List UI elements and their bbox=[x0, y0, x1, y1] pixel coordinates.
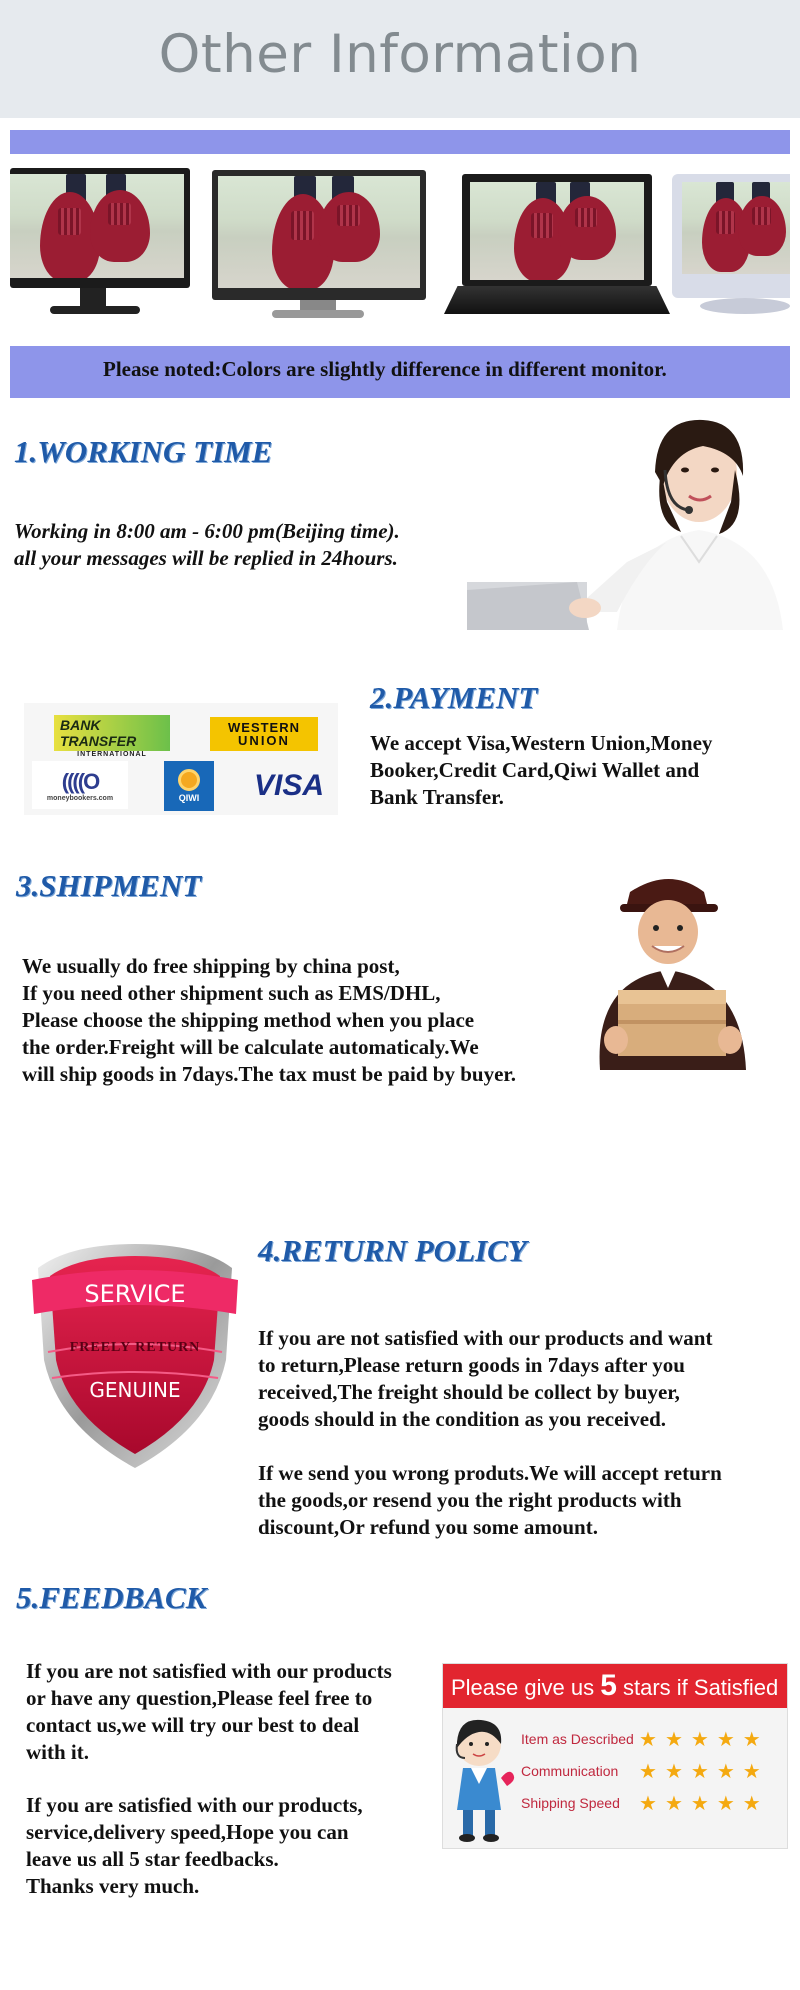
feedback-p1-line-2: or have any question,Please feel free to bbox=[26, 1686, 373, 1710]
bank-transfer-logo bbox=[54, 716, 170, 758]
star-icon: ★ bbox=[742, 1727, 761, 1751]
shield-icon bbox=[30, 1240, 240, 1472]
color-note: Please noted:Colors are slightly difference in different monitor. bbox=[103, 357, 667, 381]
shipment-line-3: Please choose the shipping method when you place bbox=[22, 1008, 475, 1032]
star-icon: ★ bbox=[639, 1727, 657, 1751]
payment-line-2: Booker,Credit Card,Qiwi Wallet and bbox=[370, 758, 700, 782]
banner-top-strip bbox=[10, 130, 790, 154]
moneybookers-mark: ((((O bbox=[61, 768, 99, 794]
feedback-card-heading bbox=[443, 1664, 787, 1708]
return-policy-p2-line-1: If we send you wrong produts.We will accept return bbox=[258, 1461, 722, 1485]
customer-service-photo bbox=[467, 412, 789, 630]
return-policy-p1-line-1: If you are not satisfied with our products and want bbox=[258, 1326, 713, 1350]
star-icon: ★ bbox=[664, 1727, 683, 1751]
bank-transfer-sublabel: INTERNATIONAL bbox=[77, 750, 147, 758]
return-policy-title: 4.RETURN POLICY bbox=[258, 1233, 527, 1268]
star-icon: ★ bbox=[690, 1759, 709, 1783]
delivery-man-photo bbox=[580, 870, 766, 1070]
star-icon: ★ bbox=[716, 1791, 735, 1815]
monitor-base-1 bbox=[50, 306, 140, 314]
monitor-image-2 bbox=[212, 170, 426, 300]
return-policy-p2-line-3: discount,Or refund you some amount. bbox=[258, 1515, 598, 1539]
star-icon: ★ bbox=[664, 1759, 683, 1783]
feedback-card-heading-before: Please give us bbox=[451, 1675, 601, 1700]
crt-monitor-base bbox=[700, 298, 790, 314]
feedback-p2-line-1: If you are satisfied with our products, bbox=[26, 1793, 363, 1817]
feedback-row-label: Item as Described bbox=[521, 1731, 634, 1747]
badge-middle-text: FREELY RETURN bbox=[69, 1340, 201, 1355]
payment-title: 2.PAYMENT bbox=[370, 680, 538, 715]
star-icon: ★ bbox=[690, 1727, 709, 1751]
qiwi-logo bbox=[164, 761, 214, 811]
qiwi-circle-icon bbox=[178, 769, 200, 791]
working-time-line-2: all your messages will be replied in 24hours. bbox=[14, 546, 398, 570]
customer-service-woman-icon bbox=[467, 412, 789, 630]
visa-label: VISA bbox=[253, 769, 325, 802]
star-icon: ★ bbox=[716, 1759, 735, 1783]
working-time-title: 1.WORKING TIME bbox=[14, 434, 273, 469]
visa-logo bbox=[246, 763, 332, 809]
laptop-keyboard bbox=[444, 286, 670, 314]
feedback-row-label: Communication bbox=[521, 1763, 619, 1779]
return-policy-p1-line-4: goods should in the condition as you received. bbox=[258, 1407, 667, 1431]
feedback-row-shipping-speed bbox=[521, 1788, 783, 1818]
feedback-p2-line-2: service,delivery speed,Hope you can bbox=[26, 1820, 349, 1844]
payment-logos bbox=[24, 703, 338, 815]
star-icon: ★ bbox=[690, 1791, 709, 1815]
shipment-line-5: will ship goods in 7days.The tax must be paid by buyer. bbox=[22, 1062, 517, 1086]
delivery-man-icon bbox=[580, 870, 766, 1070]
western-union-label-2: UNION bbox=[238, 733, 290, 748]
feedback-title: 5.FEEDBACK bbox=[16, 1580, 207, 1615]
payment-line-1: We accept Visa,Western Union,Money bbox=[370, 731, 713, 755]
feedback-card-heading-after: stars if Satisfied bbox=[616, 1675, 779, 1700]
page-title: Other Information bbox=[158, 24, 642, 85]
feedback-p1-line-3: contact us,we will try our best to deal bbox=[26, 1713, 360, 1737]
feedback-p1-line-1: If you are not satisfied with our products bbox=[26, 1659, 392, 1683]
feedback-p2-line-3: leave us all 5 star feedbacks. bbox=[26, 1847, 279, 1871]
badge-top-text: SERVICE bbox=[84, 1280, 186, 1308]
working-time-line-1: Working in 8:00 am - 6:00 pm(Beijing time). bbox=[14, 519, 400, 543]
western-union-label-1: WESTERN bbox=[228, 720, 300, 735]
cartoon-agent-icon bbox=[447, 1714, 517, 1846]
service-return-badge bbox=[30, 1240, 240, 1472]
star-icon: ★ bbox=[716, 1727, 735, 1751]
feedback-card-heading-number: 5 bbox=[600, 1669, 617, 1702]
badge-bottom-text: GENUINE bbox=[89, 1378, 181, 1402]
shipment-line-1: We usually do free shipping by china post, bbox=[22, 954, 400, 978]
monitor-stand-2 bbox=[300, 300, 336, 310]
western-union-logo bbox=[210, 717, 318, 751]
monitor-stand-1 bbox=[80, 288, 106, 308]
monitor-image-1 bbox=[10, 168, 190, 288]
moneybookers-sublabel: moneybookers.com bbox=[46, 794, 114, 802]
moneybookers-logo bbox=[32, 761, 128, 809]
return-policy-p1-line-2: to return,Please return goods in 7days after you bbox=[258, 1353, 685, 1377]
feedback-p2-line-4: Thanks very much. bbox=[26, 1874, 200, 1898]
return-policy-p1-line-3: received,The freight should be collect by buyer, bbox=[258, 1380, 680, 1404]
star-icon: ★ bbox=[639, 1759, 657, 1783]
shipment-line-2: If you need other shipment such as EMS/DHL, bbox=[22, 981, 441, 1005]
payment-line-3: Bank Transfer. bbox=[370, 785, 504, 809]
star-icon: ★ bbox=[664, 1791, 683, 1815]
feedback-row-communication bbox=[521, 1756, 783, 1786]
star-icon: ★ bbox=[742, 1791, 761, 1815]
crt-monitor-image bbox=[672, 174, 790, 298]
bank-transfer-label: BANK TRANSFER bbox=[54, 715, 170, 751]
star-icon: ★ bbox=[639, 1791, 657, 1815]
feedback-p1-line-4: with it. bbox=[26, 1740, 89, 1764]
return-policy-p2-line-2: the goods,or resend you the right products with bbox=[258, 1488, 682, 1512]
laptop-image bbox=[462, 174, 652, 286]
feedback-row-item-as-described bbox=[521, 1724, 783, 1754]
shipment-line-4: the order.Freight will be calculate automaticaly.We bbox=[22, 1035, 479, 1059]
star-icon: ★ bbox=[742, 1759, 761, 1783]
monitor-base-2 bbox=[272, 310, 364, 318]
feedback-row-label: Shipping Speed bbox=[521, 1795, 620, 1811]
qiwi-label: QIWI bbox=[178, 793, 200, 803]
five-star-feedback-card bbox=[442, 1663, 788, 1849]
shipment-title: 3.SHIPMENT bbox=[16, 868, 202, 903]
